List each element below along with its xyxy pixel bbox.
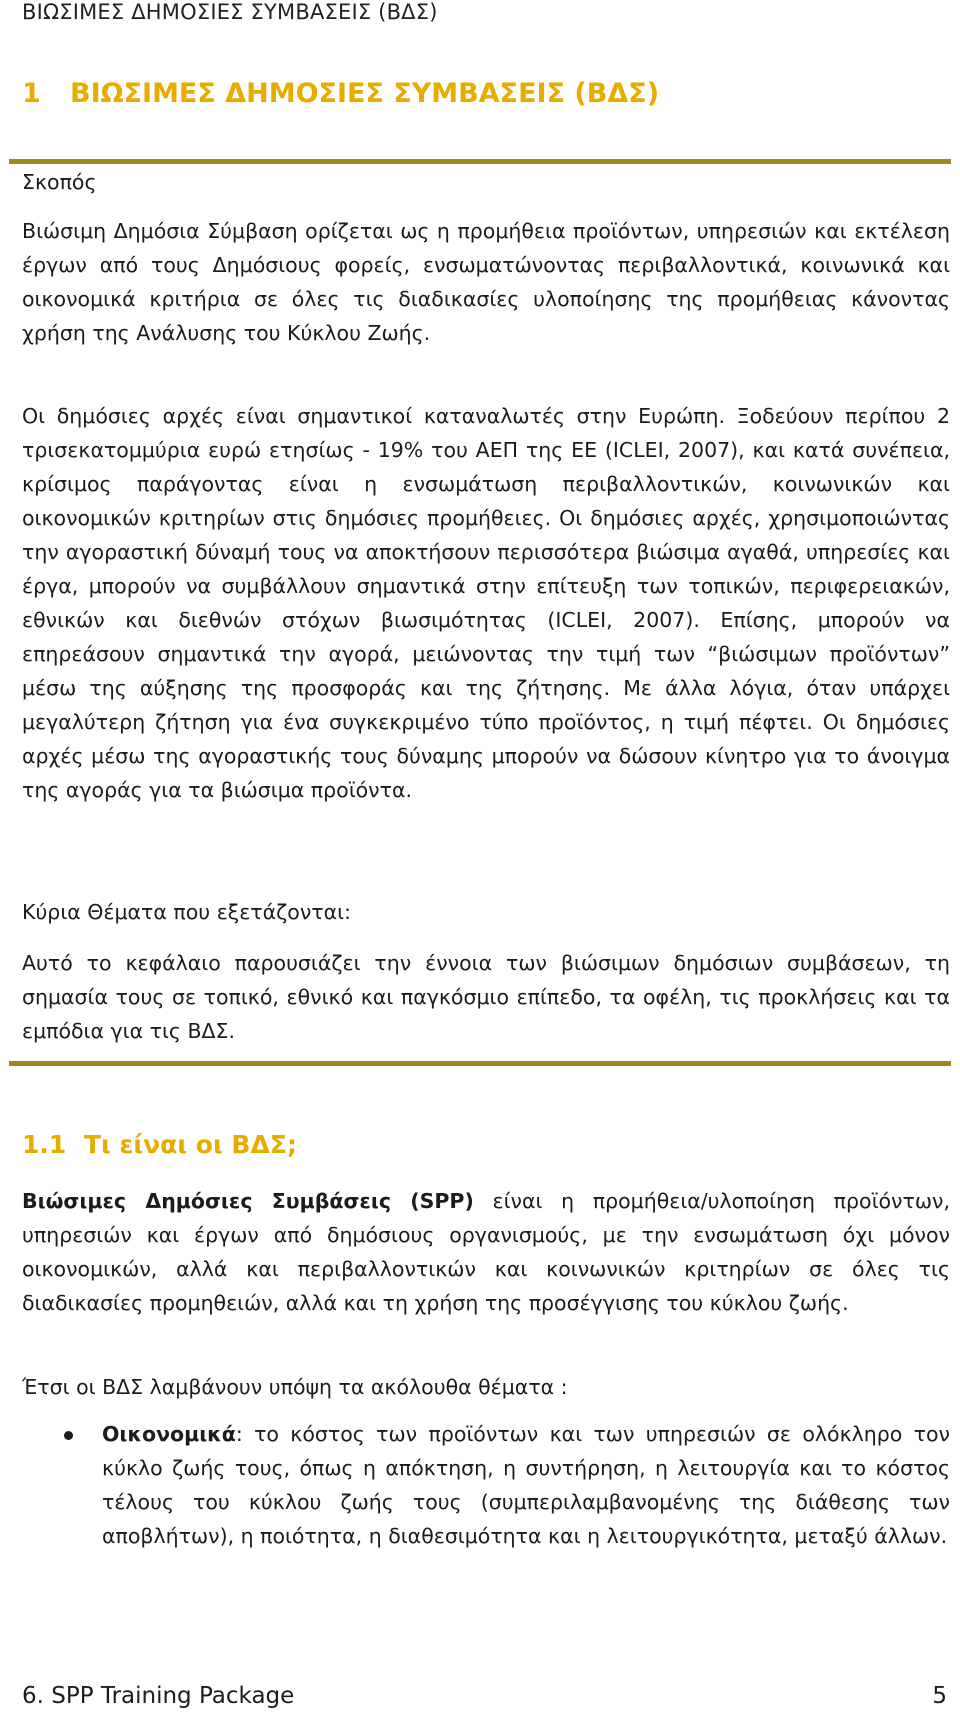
- chapter-number: 1: [22, 78, 41, 109]
- topics-paragraph: Αυτό το κεφάλαιο παρουσιάζει την έννοια των βιώσιμων δημόσιων συμβάσεων, τη σημασία τους σε τοπικό, εθνικό και παγκόσμιο επίπεδο, τα οφέλη, τις προκλήσεις και τα εμπόδια για τις ΒΔΣ.: [22, 951, 950, 1043]
- bottom-divider: [9, 1061, 951, 1066]
- purpose-label: Σκοπός: [22, 170, 97, 194]
- topics-intro: Έτσι οι ΒΔΣ λαμβάνουν υπόψη τα ακόλουθα θέματα :: [22, 1375, 568, 1399]
- top-divider: [9, 159, 951, 164]
- definition-term: Βιώσιμες Δημόσιες Συμβάσεις (SPP): [22, 1189, 474, 1213]
- definition-paragraph: [22, 1184, 950, 1320]
- running-header: ΒΙΩΣΙΜΕΣ ΔΗΜΟΣΙΕΣ ΣΥΜΒΑΣΕΙΣ (ΒΔΣ): [22, 0, 438, 24]
- bullet-item: [102, 1417, 950, 1553]
- footer-title: 6. SPP Training Package: [22, 1683, 295, 1709]
- section-title: [22, 1130, 297, 1159]
- bullet-description: : το κόστος των προϊόντων και των υπηρεσιών σε ολόκληρο τον κύκλο ζωής τους, όπως η απόκτηση, η συντήρηση, η λειτουργία και το κόστος τέλους του κύκλου ζωής τους (συμπεριλαμβανομένης της διάθεσης των αποβλήτων), η ποιότητα, η διαθεσιμότητα και η λειτουργικότητα, μεταξύ άλλων.: [102, 1422, 950, 1548]
- section-title-text: Τι είναι οι ΒΔΣ;: [84, 1130, 297, 1159]
- definition-body: είναι η προμήθεια/υλοποίηση προϊόντων, υπηρεσιών και έργων από δημόσιους οργανισμούς, με την ενσωμάτωση όχι μόνον οικονομικών, αλλά και περιβαλλοντικών και κοινωνικών κριτηρίων σε όλες τις διαδικασίες προμηθειών, αλλά και τη χρήση της προσέγγισης του κύκλου ζωής.: [22, 1189, 950, 1315]
- bullet-term: Οικονομικά: [102, 1422, 236, 1446]
- chapter-title-text: ΒΙΩΣΙΜΕΣ ΔΗΜΟΣΙΕΣ ΣΥΜΒΑΣΕΙΣ (ΒΔΣ): [70, 78, 660, 109]
- page-number: 5: [932, 1683, 947, 1709]
- section-number: 1.1: [22, 1130, 67, 1159]
- purpose-paragraph-2: Οι δημόσιες αρχές είναι σημαντικοί καταναλωτές στην Ευρώπη. Ξοδεύουν περίπου 2 τρισεκατομμύρια ευρώ ετησίως - 19% του ΑΕΠ της ΕΕ (ICLEI, 2007), και κατά συνέπεια, κρίσιμος παράγοντας είναι η ενσωμάτωση περιβαλλοντικών, κοινωνικών και οικονομικών κριτηρίων στις δημόσιες προμήθειες. Οι δημόσιες αρχές, χρησιμοποιώντας την αγοραστική δύναμή τους να αποκτήσουν περισσότερα βιώσιμα αγαθά, υπηρεσίες και έργα, μπορούν να συμβάλλουν σημαντικά στην επίτευξη των τοπικών, περιφερειακών, εθνικών και διεθνών στόχων βιωσιμότητας (ICLEI, 2007). Επίσης, μπορούν να επηρεάσουν σημαντικά την αγορά, μειώνοντας την τιμή των “βιώσιμων προϊόντων” μέσω της αύξησης της προσφοράς και της ζήτησης. Με άλλα λόγια, όταν υπάρχει μεγαλύτερη ζήτηση για ένα συγκεκριμένο τύπο προϊόντος, η τιμή πέφτει. Οι δημόσιες αρχές μέσω της αγοραστικής τους δύναμης μπορούν να δώσουν κίνητρο για το άνοιγμα της αγοράς για τα βιώσιμα προϊόντα.: [22, 404, 950, 802]
- bullet-marker: [64, 1431, 73, 1440]
- topics-label: Κύρια Θέματα που εξετάζονται:: [22, 900, 351, 924]
- purpose-paragraph-1: Βιώσιμη Δημόσια Σύμβαση ορίζεται ως η προμήθεια προϊόντων, υπηρεσιών και εκτέλεση έργων από τους Δημόσιους φορείς, ενσωματώνοντας περιβαλλοντικά, κοινωνικά και οικονομικά κριτήρια σε όλες τις διαδικασίες υλοποίησης της προμήθειας κάνοντας χρήση της Ανάλυσης του Κύκλου Ζωής.: [22, 219, 950, 345]
- chapter-title: [22, 78, 659, 109]
